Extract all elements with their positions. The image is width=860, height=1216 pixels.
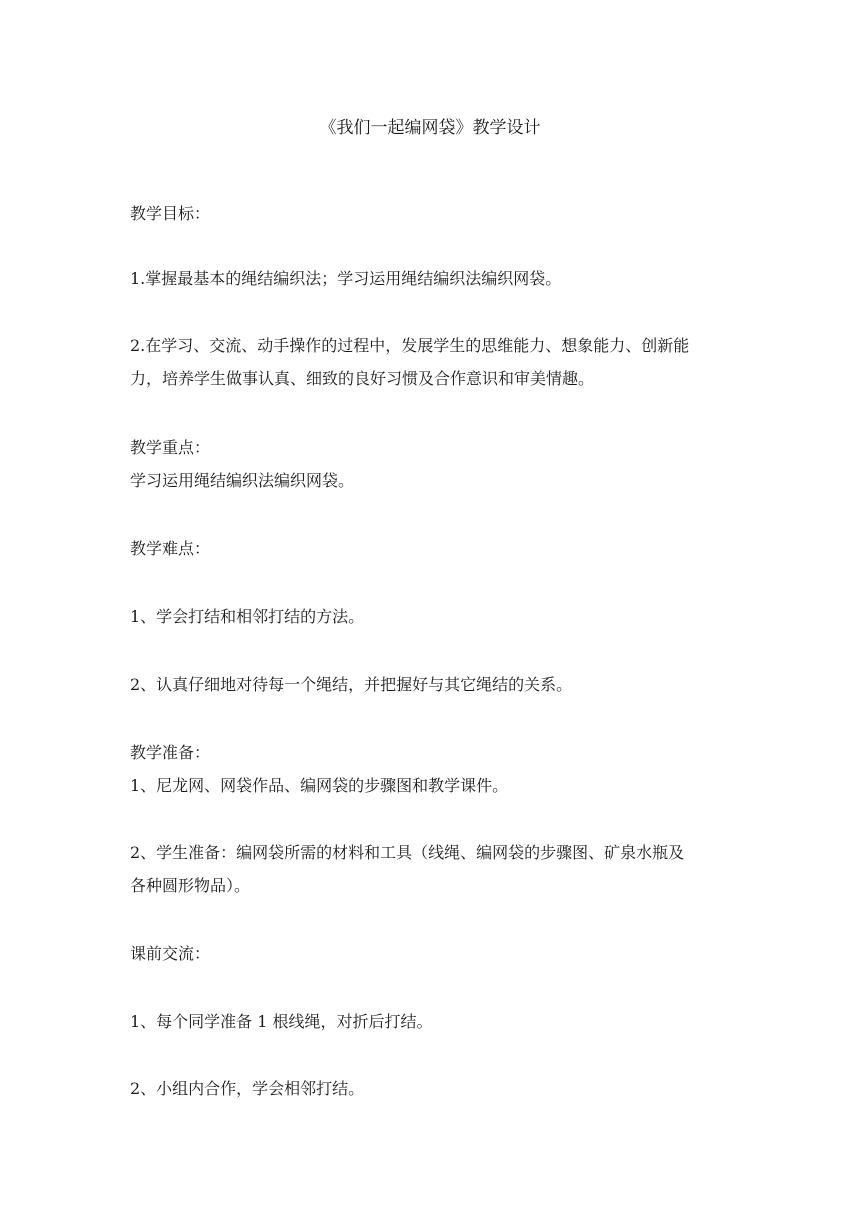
objective-2-line-2: 力，培养学生做事认真、细致的良好习惯及合作意识和审美情趣。 xyxy=(130,369,595,388)
preparation-heading: 教学准备： xyxy=(130,743,211,762)
exchange-1: 1、每个同学准备 1 根线绳，对折后打结。 xyxy=(130,1012,433,1031)
key-point-heading: 教学重点： xyxy=(130,438,211,457)
difficulty-1: 1、学会打结和相邻打结的方法。 xyxy=(130,607,365,626)
exchange-heading: 课前交流： xyxy=(130,944,211,963)
exchange-2: 2、小组内合作，学会相邻打结。 xyxy=(130,1079,365,1098)
difficulty-heading: 教学难点： xyxy=(130,539,211,558)
preparation-1: 1、尼龙网、网袋作品、编网袋的步骤图和教学课件。 xyxy=(130,776,509,795)
difficulty-2: 2、认真仔细地对待每一个绳结，并把握好与其它绳结的关系。 xyxy=(130,675,573,694)
document-title: 《我们一起编网袋》教学设计 xyxy=(319,118,541,138)
objectives-heading: 教学目标： xyxy=(130,204,211,223)
objective-2-line-1: 2.在学习、交流、动手操作的过程中，发展学生的思维能力、想象能力、创新能 xyxy=(130,336,690,355)
preparation-2-line-1: 2、学生准备：编网袋所需的材料和工具（线绳、编网袋的步骤图、矿泉水瓶及 xyxy=(130,843,685,862)
key-point: 学习运用绳结编织法编织网袋。 xyxy=(130,471,355,490)
objective-1: 1.掌握最基本的绳结编织法；学习运用绳结编织法编织网袋。 xyxy=(130,269,562,288)
preparation-2-line-2: 各种圆形物品）。 xyxy=(130,876,251,895)
